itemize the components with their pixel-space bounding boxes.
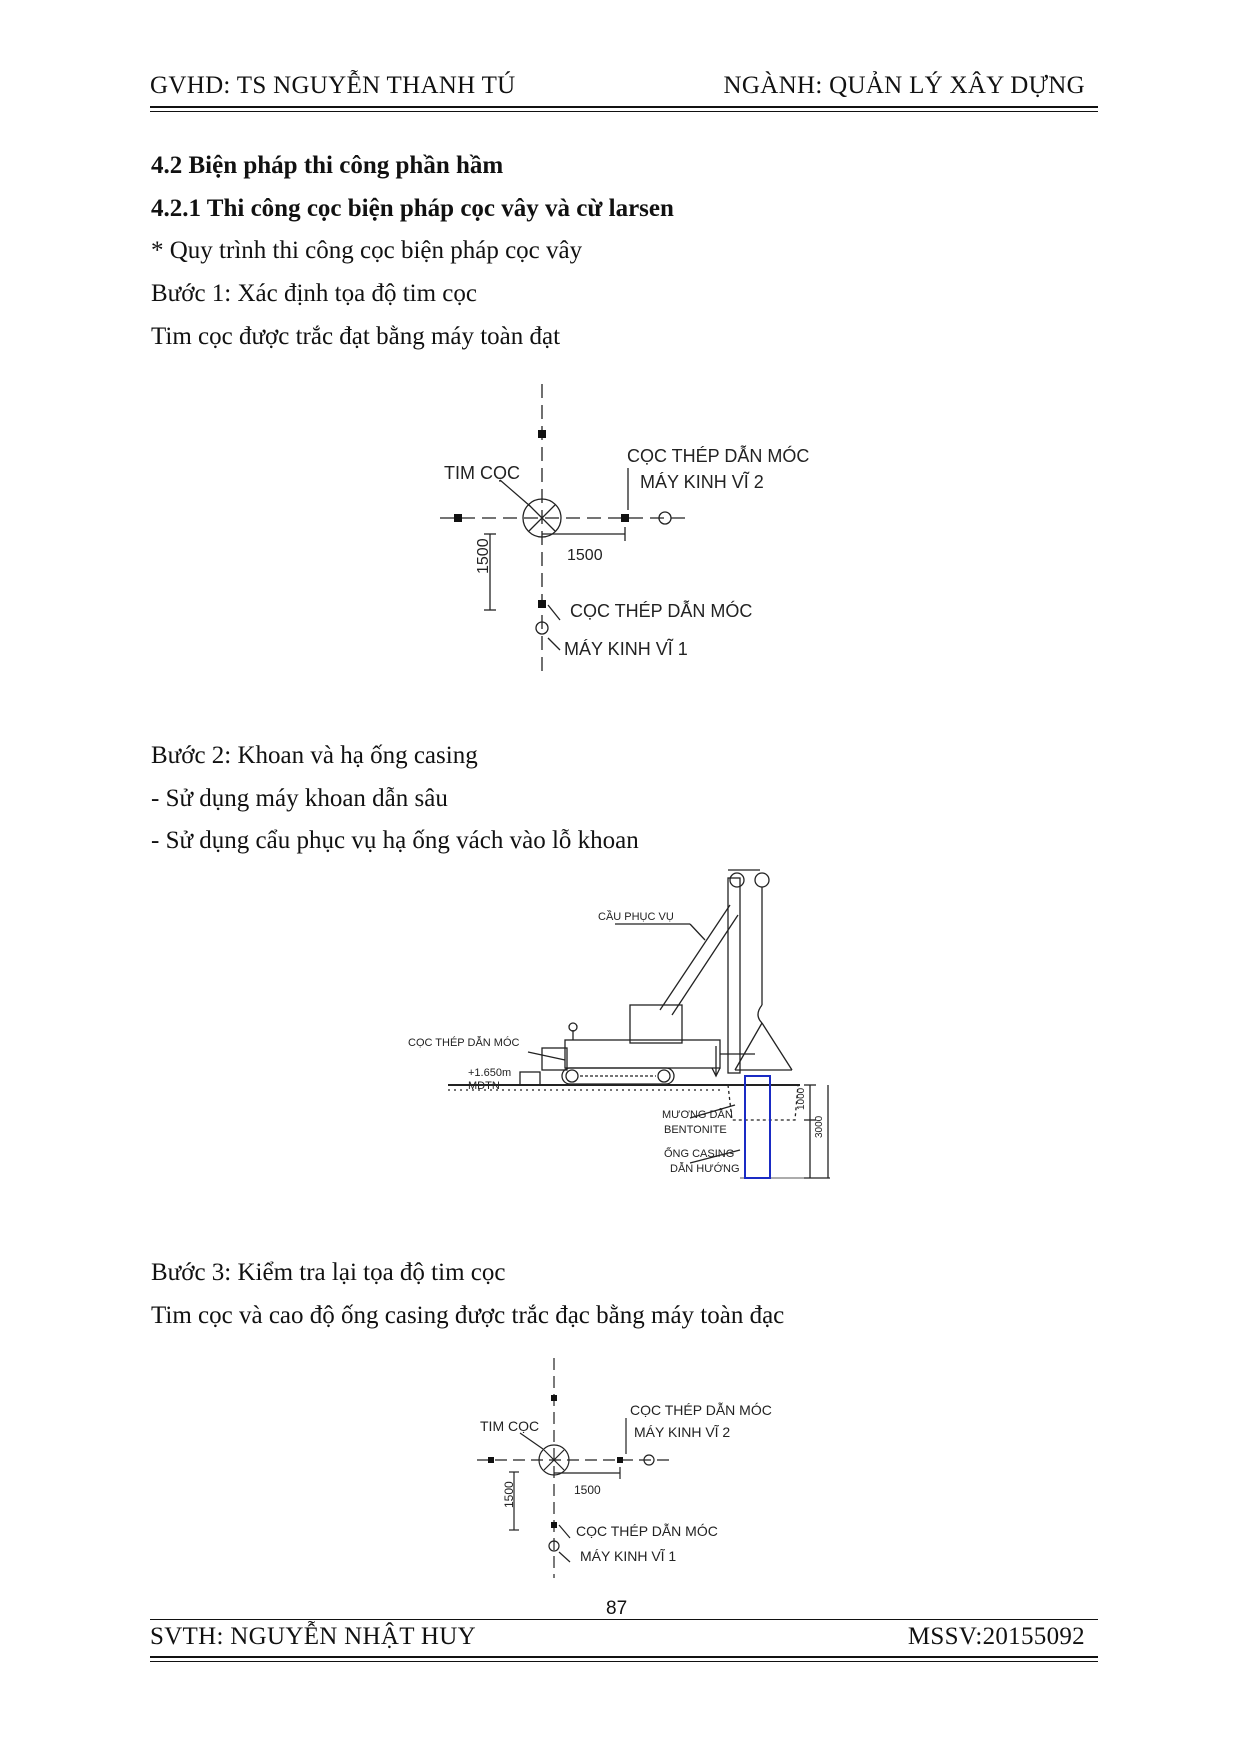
step1-text: Tim cọc được trắc đạt bằng máy toàn đạt	[151, 323, 561, 350]
header-advisor: GVHD: TS NGUYỄN THANH TÚ	[150, 72, 516, 99]
fig1-may-kinh-vi-1-label: MÁY KINH VĨ 1	[564, 639, 688, 659]
intro-line: * Quy trình thi công cọc biện pháp cọc vây	[151, 237, 583, 264]
fig2-dim-1000: 1000	[796, 1087, 807, 1110]
fig1-dim-vertical: 1500	[475, 538, 492, 574]
footer-rule	[150, 1656, 1098, 1658]
fig2-dim-3000: 3000	[814, 1115, 825, 1138]
step3-title: Bước 3: Kiểm tra lại tọa độ tim cọc	[151, 1259, 506, 1286]
page-number: 87	[606, 1598, 628, 1619]
fig1-coc-thep-top-label: CỌC THÉP DẪN MÓC	[627, 446, 810, 466]
fig2-dan-huong-label: DẪN HƯỚNG	[670, 1163, 740, 1175]
fig3-dim-horizontal: 1500	[574, 1483, 601, 1497]
fig3-may-kinh-vi-2-label: MÁY KINH VĨ 2	[634, 1424, 731, 1440]
step1-title: Bước 1: Xác định tọa độ tim cọc	[151, 280, 478, 307]
fig3-coc-thep-top-label: CỌC THÉP DẪN MÓC	[630, 1402, 772, 1418]
header-major: NGÀNH: QUẢN LÝ XÂY DỰNG	[723, 72, 1085, 99]
section-title: 4.2 Biện pháp thi công phần hầm	[151, 152, 504, 179]
fig2-muong-dan-label: MƯƠNG DẪN	[662, 1109, 733, 1121]
fig2-ong-casing-label: ỐNG CASING	[664, 1148, 735, 1160]
step2-title: Bước 2: Khoan và hạ ống casing	[151, 742, 478, 769]
fig3-may-kinh-vi-1-label: MÁY KINH VĨ 1	[580, 1548, 677, 1564]
footer-student: SVTH: NGUYỄN NHẬT HUY	[150, 1623, 476, 1650]
fig2-coc-thep-label: CỌC THÉP DẪN MÓC	[408, 1037, 520, 1049]
fig2-mdtn-label: MĐTN	[468, 1080, 500, 1092]
step3-text: Tim cọc và cao độ ống casing được trắc đạc bằng máy toàn đạc	[151, 1302, 785, 1329]
fig1-coc-thep-bottom-label: CỌC THÉP DẪN MÓC	[570, 601, 753, 621]
footer-rule-thin	[150, 1619, 1098, 1620]
fig3-coc-thep-bottom-label: CỌC THÉP DẪN MÓC	[576, 1523, 718, 1539]
footer-rule-bottom	[150, 1661, 1098, 1662]
fig2-elevation-label: +1.650m	[468, 1067, 512, 1079]
fig3-dim-vertical: 1500	[502, 1481, 516, 1508]
fig1-dim-horizontal: 1500	[567, 547, 603, 564]
subsection-title: 4.2.1 Thi công cọc biện pháp cọc vây và cừ larsen	[151, 195, 674, 222]
step2-bullet-2: - Sử dụng cẩu phục vụ hạ ống vách vào lỗ khoan	[151, 827, 639, 854]
step2-bullet-1: - Sử dụng máy khoan dẫn sâu	[151, 785, 448, 812]
fig1-may-kinh-vi-2-label: MÁY KINH VĨ 2	[640, 472, 764, 492]
fig1-tim-coc-label: TIM CỌC	[444, 463, 520, 483]
fig3-tim-coc-label: TIM CỌC	[480, 1418, 540, 1434]
fig2-cau-phuc-vu-label: CẦU PHỤC VỤ	[598, 911, 674, 923]
fig2-bentonite-label: BENTONITE	[664, 1124, 727, 1136]
footer-student-id: MSSV:20155092	[907, 1623, 1085, 1650]
